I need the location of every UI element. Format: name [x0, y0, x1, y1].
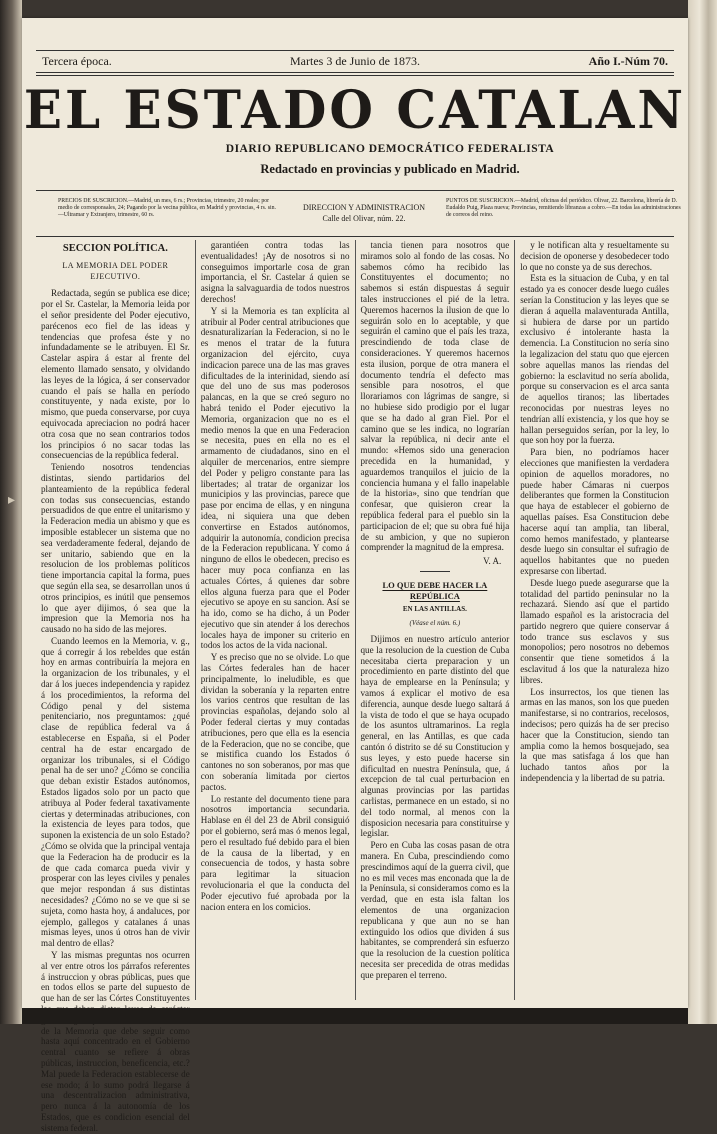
- masthead-tagline: Redactado en provincias y publicado en Madrid.: [260, 162, 520, 176]
- paragraph: Para bien, no podríamos hacer elecciones que manifiesten la verdadera opinion de aquellos moradores, no puede haber Cámaras ni cuerpos deliberantes que formen la Constitucion que haya de establecer el gobierno de aquellas países. Esa Constitucion debe hacerse aquí tan amplia, tan liberal, como hemos manifestado, y plantearse desde luego sin consultar el sufragio de aquellos habitantes que no pueden expresarse con libertad.: [520, 447, 669, 576]
- office-block: [294, 202, 434, 224]
- info-bottom-rule: [36, 236, 674, 237]
- paragraph: Dijimos en nuestro artículo anterior que la resolucion de la cuestion de Cuba necesitaba cierta preparacion y un procedimiento en parte distinto del que haya de emplearse en la Península; y vamos á explicar el motivo de esa diferencia, aunque desde luego saltará á la vista de todo el que se haya ocupado de los asuntos ultramarinos. La regla general, en las Antillas, es que cada cantón ó distrito se dé su Constitucion y sus leyes, y esto puede hacerse sin dificultad en nuestra Península, que, á excepcion de tal cual perturbacion en algunas provincias por las partidas carlistas, permanece en un estado, si no del todo normal, al menos con la disposicion necesaria para constituirse y legislar.: [360, 634, 510, 839]
- paragraph: Y si la Memoria es tan explícita al atribuir al Poder central atribuciones que desnaturalizarían la Federacion, si no le es menos el tratar de la futura organizacion del ejército, cuya indicacion parece una de las mas graves dificultades de la interinidad, siendo así que del uno de sus mas poderosos palancas, en la que se creó seguro no habrá tenido el Poder ejecutivo la Memoria, organizacion que no es el medio menos la que en una Federacion se necesita, pues en ella no es el armamento de ciudadanos, sino en el alquiler de mercenarios, entre siempre del Poder y peligro constante para las libertades; al tratar de organizar los municipios y las provincias, parece que pase por encima de ellas, y en ninguna idea, ni siquiera una que deben convertirse en Estados autónomos, adquirir la autonomía, condicion precisa de la Federacion republicana. Y como á ninguno de ellos le obedecen, preciso es hacer muy poca confianza en las actuales Córtes, á quienes dar sobre ellos alguna fuerza para que el Poder ejecutivo se apoye en su sancion. Así se ha ido, como se ha dicho, á un Poder ejecutivo que sin atender á los derechos locales haya de imponer su criterio en todos los actos de la vida nacional.: [200, 305, 350, 651]
- article-title: LA MEMORIA DEL PODER EJECUTIVO.: [62, 260, 169, 281]
- column-2: [195, 240, 355, 1000]
- subscription-info-band: [36, 194, 681, 234]
- margin-mark: ▸: [8, 492, 16, 508]
- edition-label: Tercera época.: [42, 54, 112, 68]
- article-separator: [420, 571, 450, 572]
- top-rule: [36, 50, 674, 51]
- book-spine: [0, 0, 22, 1024]
- article2-subtitle: EN LAS ANTILLAS.: [402, 604, 467, 613]
- info-top-rule: [36, 190, 674, 191]
- article2-note: (Véase el núm. 6.): [409, 619, 461, 628]
- subscription-points: PUNTOS DE SUSCRICION.—Madrid, oficinas del periódico. Olivar, 22. Barcelona, librería de D. Eudaldo Puig, Plaza nueva; Provincias, remitiendo libranzas a cobro.—En todas las administraciones de correos del reino.: [446, 198, 681, 218]
- section-title: SECCION POLÍTICA.: [62, 243, 168, 254]
- paragraph: Teniendo nosotros tendencias distintas, siendo partidarios del planteamiento de la república federal con todas sus consecuencias, estando persuadidos de que entre el unitarismo y la Federacion media un abismo y que es imposible establecer un sistema que no sea verdaderamente federal, dejando de ser unitario, sabiendo que en la resolucion de los problemas políticos tiene importancia capital la forma, pues que según ella sea, se desarrollan unos ú otros principios, es inútil que pensemos lo que ayer dijimos, ó sea que la impresion que la Memoria nos ha causado no ha sido de las mejores.: [41, 462, 190, 635]
- header-double-rule: [36, 72, 674, 76]
- article2-title: LO QUE DEBE HACER LA REPÚBLICA: [382, 579, 488, 601]
- paragraph: Desde luego puede asegurarse que la totalidad del partido peninsular no la rechazará. Siendo así que el partido llamado español es la aristocracia del partido negrero que quiere conservar á todo trance sus esclavos y sus monopolios; pero nosotros no debemos consentir que tiene sometidos á la esclavitud á los que la naturaleza hizo libres.: [520, 577, 669, 685]
- masthead-subtitle: DIARIO REPUBLICANO DEMOCRÁTICO FEDERALISTA: [225, 143, 555, 155]
- paragraph: Pero en Cuba las cosas pasan de otra manera. En Cuba, prescindiendo como prescindimos aquí de la guerra civil, que no es mil veces mas enconada que la de la Península, si consideramos como es la verdad, que en esta isla faltan los elementos de una organizacion republicana y que aun no se han extinguido los odios que dividen á sus habitantes, se comprenderá sin esfuerzo que la resolucion de la cuestion política necesita ser precedida de otras medidas que preparen el terreno.: [360, 840, 510, 980]
- office-address: Calle del Olivar, núm. 22.: [322, 214, 406, 223]
- scan-bottom-strip: [22, 1008, 688, 1024]
- office-title: DIRECCION Y ADMINISTRACION: [302, 203, 426, 212]
- column-4: [514, 240, 674, 1000]
- article-columns: [36, 240, 674, 1133]
- paragraph: garantiéen contra todas las eventualidades! ¡Ay de nosotros si no conseguimos importarle cosa de gran importancia, el Sr. Castelar á quien se asigna la salvaguardia de todos nuestros derechos!: [200, 240, 350, 304]
- paragraph: Y es preciso que no se olvide. Lo que las Córtes federales han de hacer principalmente, lo ineludible, es que dividan la soberanía y la reparten entre los varios centros que resultan de las provincias españolas, dejando solo al Poder federal ciertas y muy contadas atribuciones, pero que ella es la esencia de la Federacion, que no se concibe, que se mistifica cuando los Estados ó cantones no son soberanos, por mas que con soberanía limitada por ciertos pactos.: [200, 652, 350, 792]
- paragraph: Y las mismas preguntas nos ocurren al ver entre otros los párrafos referentes á instruccion y obras públicas, pues que en todos ellos se parte del supuesto de que han de ser las Córtes Constituyentes de la Memoria que debe seguir como hasta aquí concentrado en el Gobierno central cuanto se refiere á obras públicas, instruccion, beneficencia, etc.? Mal puede la Federacion establecerse de ese modo; á lo sumo podrá llegarse á una descentralizacion administrativa, pero nunca á la autonomía de los Estados, que es condicion esencial del sistema federal.: [41, 950, 190, 1133]
- subscription-prices: PRECIOS DE SUSCRICION.—Madrid, un mes, 6 rs.; Provincias, trimestre, 20 reales; por medio de corresponsales, 24; Pagando por la vecina pública, en Madrid y provincias, 4 rs. sin.—Ultramar y Extranjero, trimestre, 60 rs.: [58, 198, 276, 218]
- paragraph: Cuando leemos en la Memoria, v. g., que á corregir á los rebeldes que están hoy en armas contribuiría la mejora en la organizacion de los tribunales, y el dar á los jueces independencia y rapidez á los procedimientos, la reforma del Código penal y del sistema penitenciario, nos preguntamos: ¿qué clase de república federal va á establecerse en España, si el Poder central ha de estar encargado de organizar los tribunales, si el Código penal ha de ser uno? ¿Cómo se concilia que deban existir Estados autónomos, Estados ligados solo por un pacto que atribuya al Poder federal taxativamente ciertas y determinadas atribuciones, con la existencia de leyes para todos, que suponen la existencia de un solo Estado? ¿Cómo se olvida que la principal ventaja que la Federacion ha de producir es la de que cada comarca pueda vivir y prosperar con las leyes civiles y penales que mejor respondan á sus distintas necesidades? ¿Cómo no se ve que si se sujeta, como hasta hoy, á andaluces, por ejemplo, gallegos y catalanes á unas mismas leyes, unos ú otros han de vivir mal dentro de ellas?: [41, 635, 190, 949]
- paragraph: Los insurrectos, los que tienen las armas en las manos, son los que pueden manifestarse, si no contrarios, recelosos, indecisos; pero quizás ha de ser preciso hacer que la Constitucion, siendo tan amplia como la hemos bosquejado, sea la que mas satisfaga á los que han luchado tantos años por la independencia y la libertad de su patria.: [520, 686, 669, 784]
- paragraph: Redactada, según se publica ese dice; por el Sr. Castelar, la Memoria leida por el señor presidente del Poder ejecutivo, parécenos eco fiel de las ideas y tendencias que profesa éste y no infundadamente se le atribuyen. El Sr. Castelar aspira á estar al frente del elemento llamado sensato, y olvidando las leyes de la lógica, á ser conservador cuando el país se halla en período constituyente, y nada existe, por lo mismo, que pueda conservarse, por cuya equivocada apreciacion no podrá hacer otra cosa que no sean contrarios todos los principios ó no sacar todas las consecuencias de la república federal.: [41, 288, 190, 461]
- issue-number: Año I.-Núm 70.: [588, 54, 668, 68]
- paragraph: tancia tienen para nosotros que miramos solo al fondo de las cosas. No sabemos cómo ha recibido las Constituyentes el documento; no sabemos si están dispuestas á seguir tales instrucciones el pié de la letra. Queremos hacernos la ilusion de que lo seguirán solo en lo aceptable, y que seguirán el camino que el país les traza, prescindiendo de toda clase de consideraciones. Y queremos hacernos esta ilusion, porque de otra manera el documento tendría el defecto mas sensible para nosotros, el que llorariamos con lágrimas de sangre, si no hubiese sido prodigio por el lugar que se ha dado al gran Fiel. Por el camino que se les indica, no lograrían salvar la república, ni decir ante el mundo: «Hemos sido una generacion precedida en la humanidad, y aguardemos tranquilos el juicio de la conciencia humana y el fallo inapelable de la historia», sino que tendrían que confesar, que quisieron crear la república federal para el pueblo sin la participacion de el; que su obra fué hija de su ambicion, y que no supieron comprender la magnitud de la empresa.: [360, 240, 510, 553]
- paragraph: y le notifican alta y resueltamente su decision de oponerse y desobedecer todo lo que no conste ya de sus derechos.: [520, 240, 669, 272]
- masthead-title: EL ESTADO CATALAN: [23, 78, 687, 141]
- newspaper-page: [22, 18, 688, 1133]
- issue-date: Martes 3 de Junio de 1873.: [290, 54, 420, 68]
- page-stack-edge: [688, 0, 717, 1024]
- paragraph: Lo restante del documento tiene para nosotros importancia secundaria. Hablase en él del 23 de Abril consiguió por el gobierno, será mas ó menos legal, pero el resultado fué debido para el bien de la causa de la libertad, y en consecuencia de todos, y hasta sobre para legitimar la situacion revolucionaria el que la conducta del Poder ejecutivo fué aprobada por la nacion entera en los comicios.: [200, 793, 350, 912]
- paragraph: Esta es la situacion de Cuba, y en tal estado ya es conocer desde luego cuáles serían la Constitucion y las leyes que se dieran á aquella malaventurada Antilla, si hubiera de darse por un partido exclusivo é intolerante hasta la demencia. La Constitucion no sería sino la legalizacion del statu quo que ejercen sobre aquellas manos las riendas del gobierno: la esclavitud no sería abolida, porque su conservacion es el arca santa de aquellos tiranos; las libertades reconocidas por nuestras leyes no tendrían allí existencia, y los que hoy se hallan perseguidos serían, por la ley, lo que son hoy por la fuerza.: [520, 273, 669, 446]
- article-signature: V. A.: [483, 556, 502, 567]
- column-3: [355, 240, 515, 1000]
- column-1: [36, 240, 195, 1133]
